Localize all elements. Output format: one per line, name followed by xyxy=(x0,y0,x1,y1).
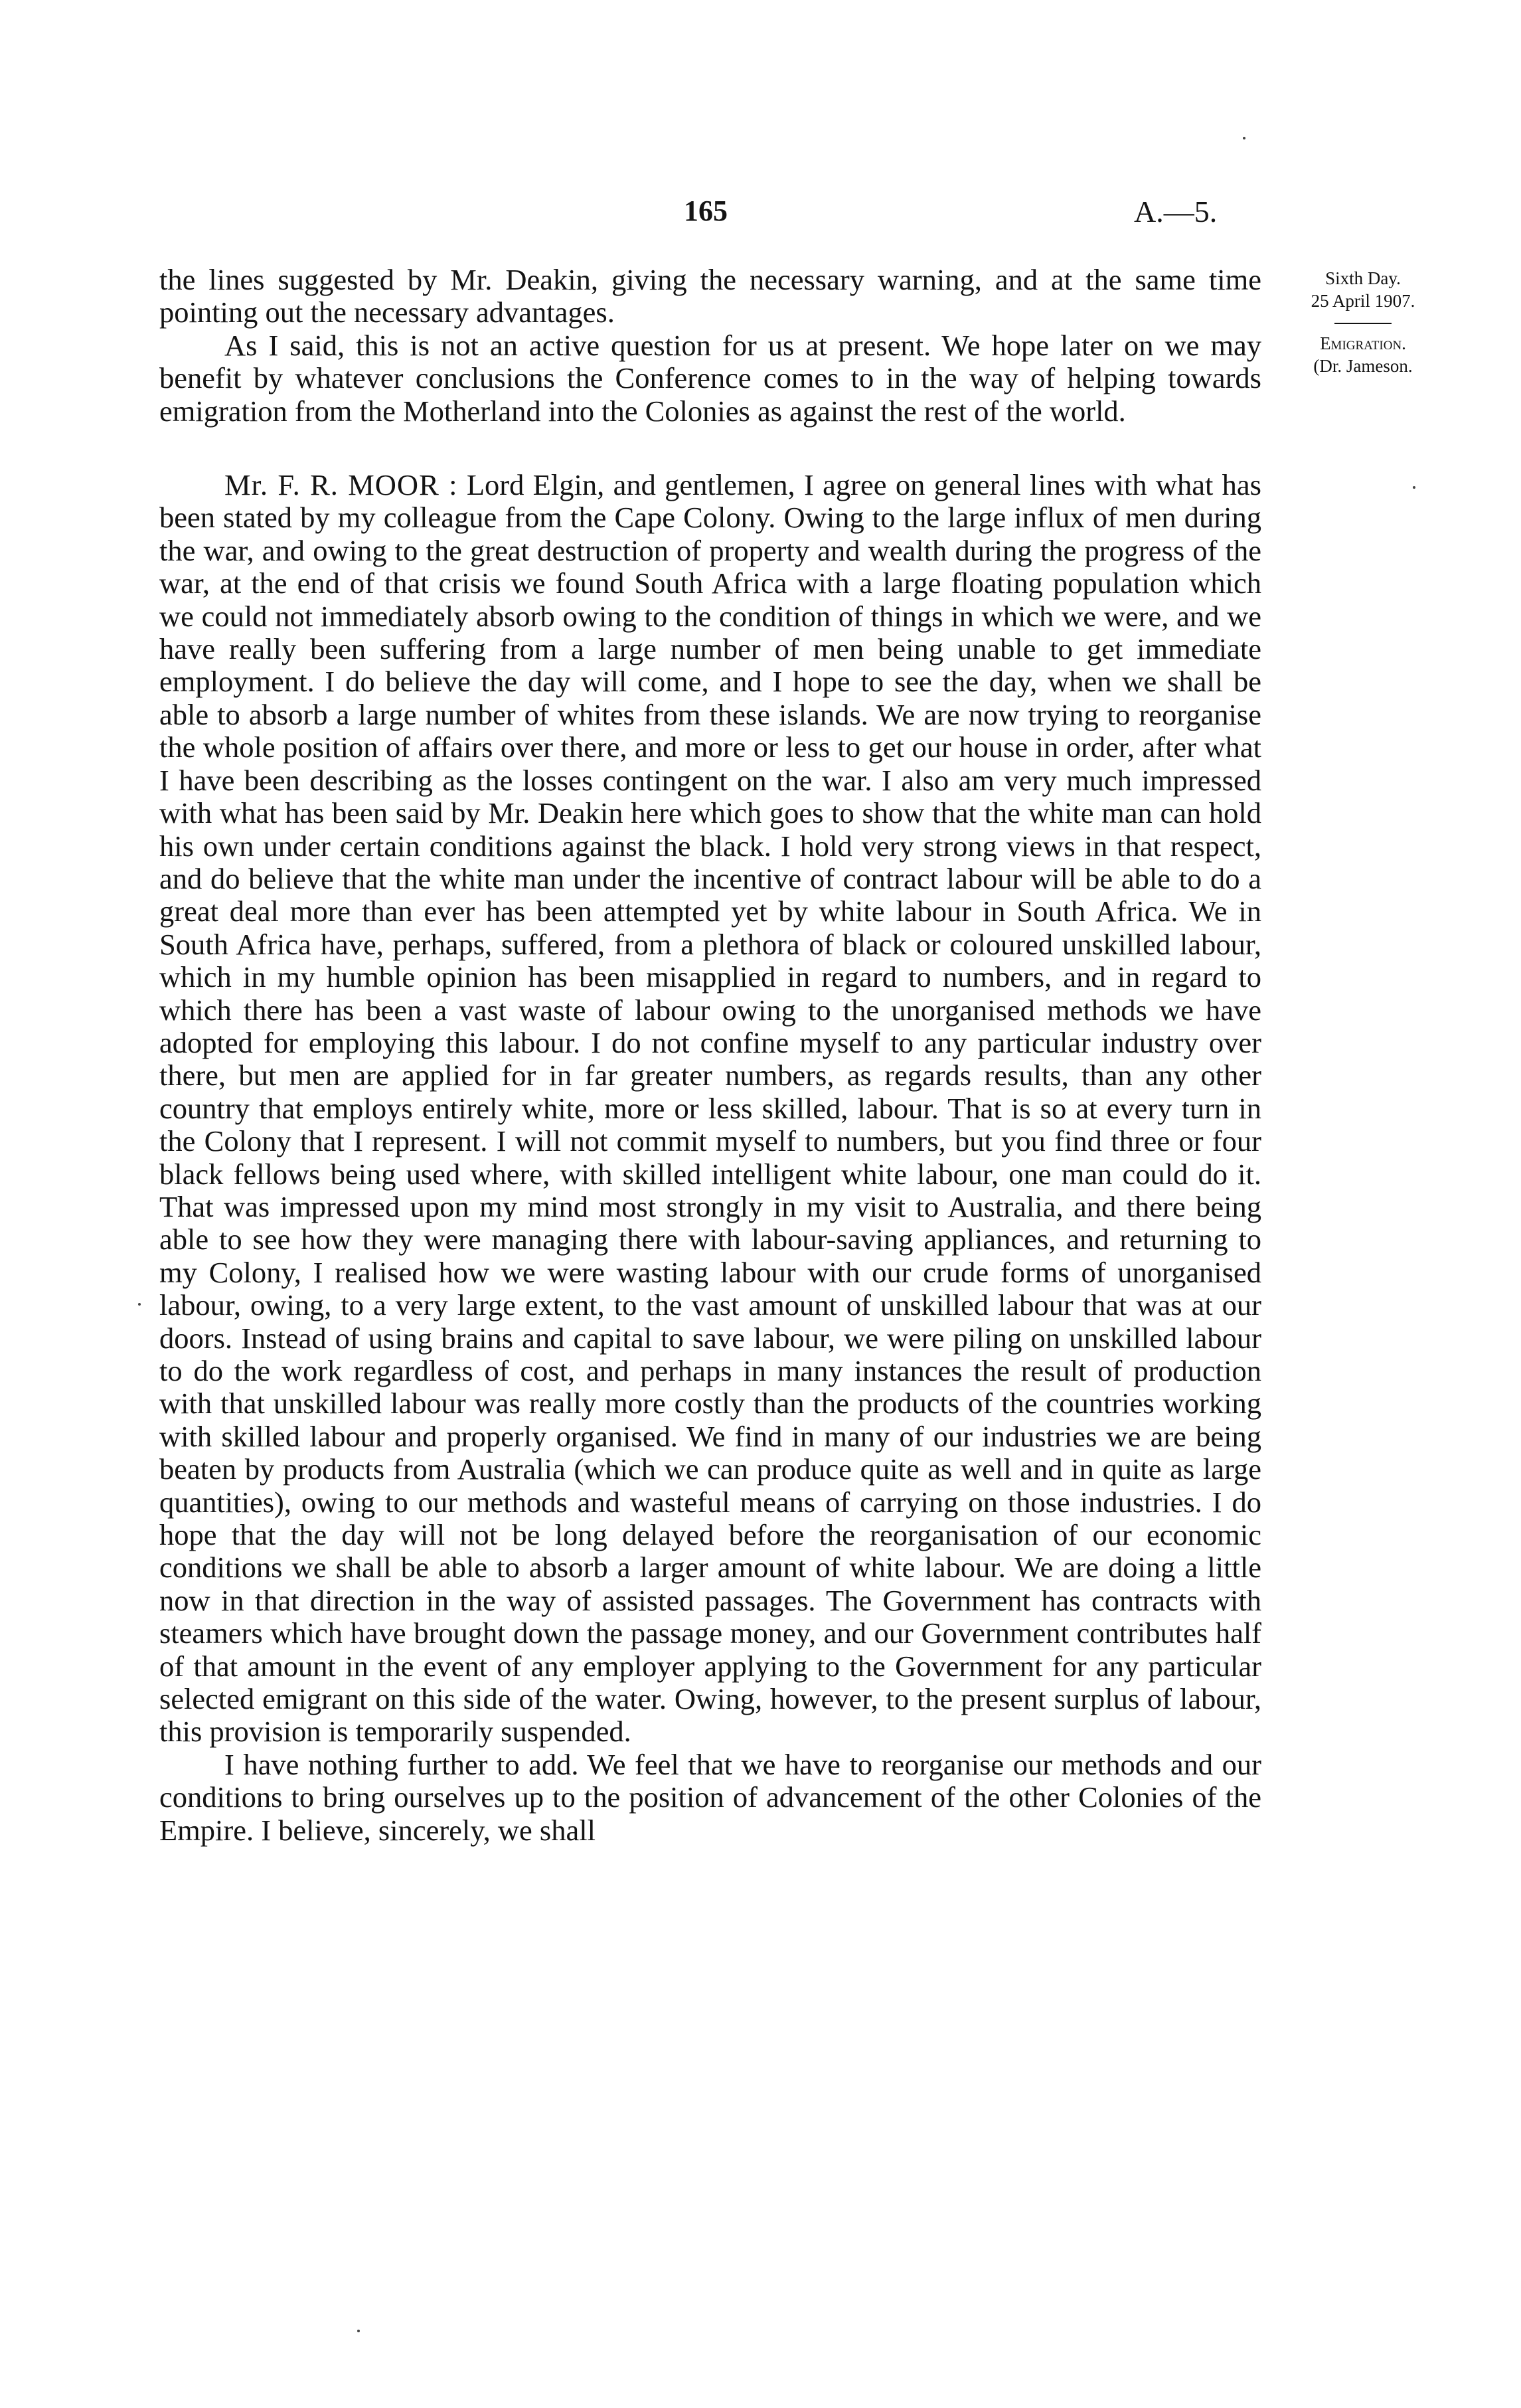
paragraph-jameson: As I said, this is not an active question for us at present. We hope later on we may benefit by whatever conclusions the Conference comes to in the way of helping towards emigration from the Motherland into the Colonies as against the rest of the world. xyxy=(159,328,1261,428)
margin-note-divider xyxy=(1334,323,1392,324)
margin-notes xyxy=(1280,267,1446,377)
body-text xyxy=(159,264,1261,1847)
document-reference: A.—5. xyxy=(1134,195,1218,228)
margin-note-day: Sixth Day. xyxy=(1325,268,1401,288)
paragraph-moor xyxy=(159,469,1261,1749)
paragraph-closing: I have nothing further to add. We feel that we have to reorganise our methods and our conditions to bring ourselves up to the position of advancement of the other Colonies of the Empire. I believe, sincerely, we shall xyxy=(159,1747,1261,1847)
page-number: 165 xyxy=(684,195,728,227)
speaker-name: Mr. F. R. MOOR : xyxy=(224,468,458,502)
paragraph-moor-text: Lord Elgin, and gentlemen, I agree on general lines with what has been stated by my colleague from the Cape Colony. Owing to the large influx of men during the war, and owing to the great destruction of property and wealth during the progress of the war, at the end of that crisis we found South Africa with a large floating population which we could not immediately absorb owing to the condition of things in which we were, and we have really been suffering from a large number of men being unable to get immediate employment. I do believe the day will come, and I hope to see the day, when we shall be able to absorb a large number of whites from these islands. We are now trying to reorganise the whole position of affairs over there, and more or less to get our house in order, after what I have been describing as the losses contingent on the war. I also am very much impressed with what has been said by Mr. Deakin here which goes to show that the white man can hold his own under certain conditions against the black. I hold very strong views in that respect, and do believe that the white man under the incentive of contract labour will be able to do a great deal more than ever has been attempted yet by white labour in South Africa. We in South Africa have, perhaps, suffered, from a plethora of black or coloured unskilled labour, which in my humble opinion has been misapplied in regard to numbers, and in regard to which there has been a vast waste of labour owing to the unorganised methods we have adopted for employing this labour. I do not confine myself to any particular industry over there, but men are applied for in far greater numbers, as regards results, than any other country that employs entirely white, more or less skilled, labour. That is so at every turn in the Colony that I represent. I will not commit myself to numbers, but you find three or four black fellows being used where, with skilled intelligent white labour, one man could do it. That was impressed upon my mind most strongly in my visit to Australia, and there being able to see how they were managing there with labour-saving appliances, and returning to my Colony, I realised how we were wasting labour with our crude forms of unorganised labour, owing, to a very large extent, to the vast amount of unskilled labour that was at our doors. Instead of using brains and capital to save labour, we were piling on unskilled labour to do the work regardless of cost, and perhaps in many instances the result of production with that unskilled labour was really more costly than the products of the countries working with skilled labour and properly organised. We find in many of our industries we are being beaten by products from Australia (which we can produce quite as well and in quite as large quantities), owing to our methods and wasteful means of carrying on those industries. I do hope that the day will not be long delayed before the reorganisation of our economic conditions we shall be able to absorb a larger amount of white labour. We are doing a little now in that direction in the way of assisted passages. The Government has contracts with steamers which have brought down the passage money, and our Government contributes half of that amount in the event of any employer applying to the Government for any particular selected emigrant on this side of the water. Owing, however, to the present surplus of labour, this provision is temporarily suspended. xyxy=(159,468,1261,1749)
paragraph-continuation: the lines suggested by Mr. Deakin, giving the necessary warning, and at the same time pointing out the necessary advantages. xyxy=(159,263,1261,329)
margin-note-topic: Emigration. xyxy=(1320,333,1406,353)
scan-speck xyxy=(1243,137,1245,139)
scan-speck xyxy=(1413,486,1415,489)
margin-note-speaker-ref: (Dr. Jameson. xyxy=(1313,356,1413,376)
scan-speck xyxy=(357,2330,360,2332)
margin-note-date: 25 April 1907. xyxy=(1311,291,1415,311)
scan-speck xyxy=(138,1303,141,1306)
